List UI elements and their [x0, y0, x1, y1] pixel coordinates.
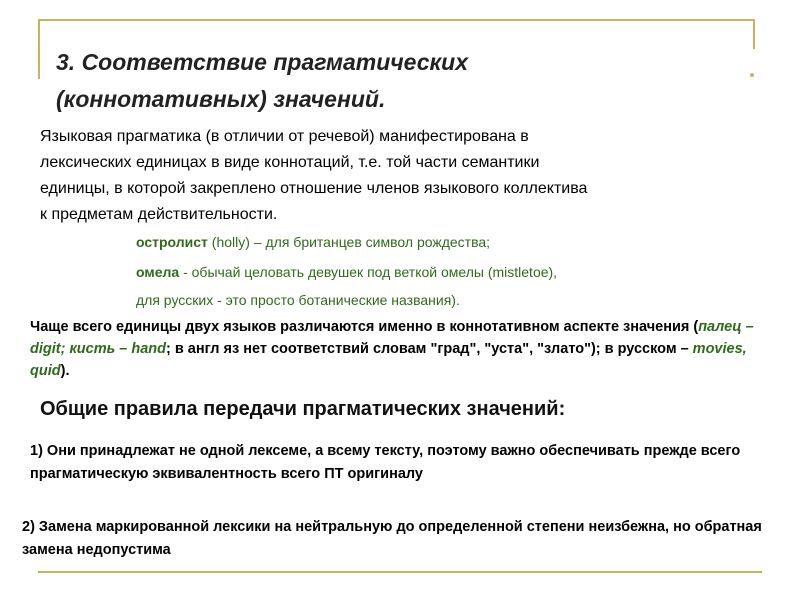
title-line-1: 3. Соответствие прагматических — [56, 49, 469, 75]
frame-bottom-line — [38, 571, 762, 573]
rules-heading: Общие правила передачи прагматических значений: — [40, 398, 566, 420]
intro-line-2: лексических единицах в виде коннотаций, т.е. той части семантики — [40, 154, 540, 171]
note-text-1: Чаще всего единицы двух языков различаются именно в коннотативном аспекте значения ( — [30, 319, 699, 335]
frame-right-line — [753, 19, 755, 49]
intro-paragraph — [40, 124, 760, 228]
frame-top-line — [38, 19, 755, 21]
note-example-2: movies, quid — [30, 341, 747, 379]
intro-line-1: Языковая прагматика (в отличии от речевой) манифестирована в — [40, 128, 529, 145]
note-text-3: ). — [60, 363, 70, 379]
intro-line-4: к предметам действительности. — [40, 206, 278, 223]
holly-term: остролист — [136, 234, 208, 250]
note-text-2: ; в англ яз нет соответствий словам "град", "уста", "злато"); в русском – — [166, 341, 693, 357]
rule-1: 1) Они принадлежат не одной лексеме, а всему тексту, поэтому важно обеспечивать прежде всего прагматическую эквивалентность всего ПТ оригиналу — [30, 443, 741, 482]
rule-2: 2) Замена маркированной лексики на нейтральную до определенной степени неизбежна, но обратная замена недопустима — [22, 519, 762, 558]
title-line-2: (коннотативных) значений. — [56, 86, 386, 112]
example-holly — [136, 234, 756, 250]
decorative-dot — [750, 73, 754, 77]
mistletoe-description: - обычай целовать девушек под веткой омелы (mistletoe), — [179, 264, 558, 280]
example-russian-note: для русских - это просто ботанические названия). — [136, 292, 460, 308]
slide-title — [56, 44, 656, 118]
connotation-note — [30, 316, 770, 382]
intro-line-3: единицы, в которой закреплено отношение членов языкового коллектива — [40, 180, 588, 197]
mistletoe-term: омела — [136, 264, 180, 280]
frame-left-line — [38, 19, 40, 79]
holly-description: (holly) – для британцев символ рождества; — [207, 234, 491, 250]
note-example-1: палец – digit; кисть – hand — [30, 319, 754, 357]
example-mistletoe — [136, 264, 756, 280]
